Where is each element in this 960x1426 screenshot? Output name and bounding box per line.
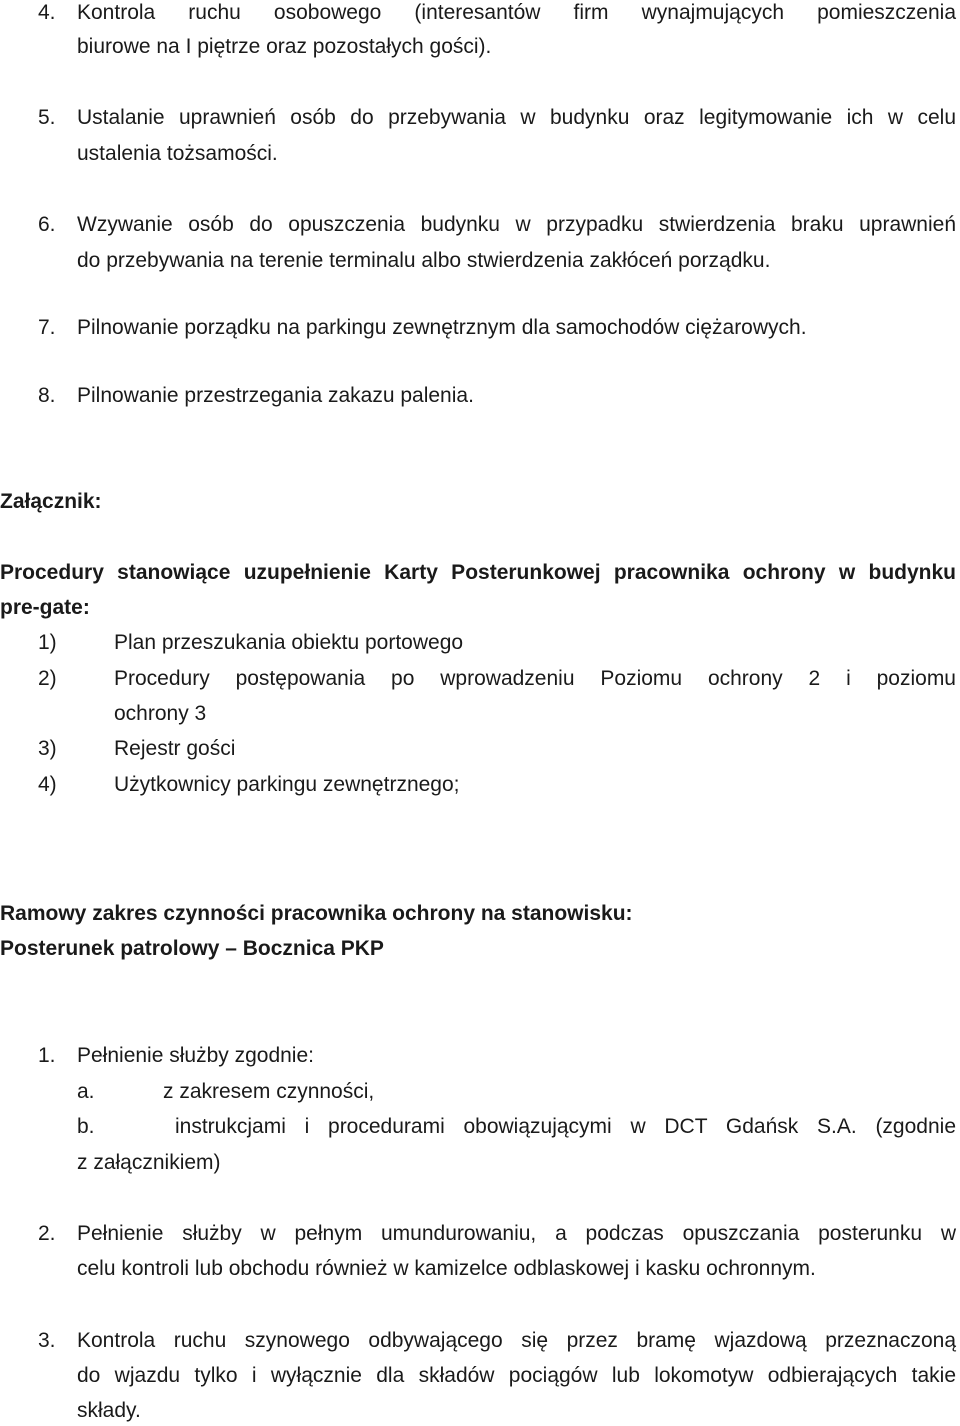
list-item-text: Procedury postępowania po wprowadzeniu Poziomu ochrony 2 i poziomu	[114, 667, 956, 690]
list-item-text: Użytkownicy parkingu zewnętrznego;	[114, 773, 460, 796]
list-item-text: do przebywania na terenie terminalu albo stwierdzenia zakłóceń porządku.	[77, 249, 771, 272]
list-number: 8.	[38, 384, 56, 407]
list-item-text: celu kontroli lub obchodu również w kamizelce odblaskowej i kasku ochronnym.	[77, 1257, 816, 1280]
list-number: 4.	[38, 1, 56, 24]
list-item-text: Ustalanie uprawnień osób do przebywania w budynku oraz legitymowanie ich w celu	[77, 106, 956, 129]
list-item-text: do wjazdu tylko i wyłącznie dla składów pociągów lub lokomotyw odbierających takie	[77, 1364, 956, 1387]
list-number: 1)	[38, 631, 57, 654]
list-item-text: Pilnowanie przestrzegania zakazu palenia.	[77, 384, 474, 407]
list-item-text: ochrony 3	[114, 702, 207, 725]
list-item-text: ustalenia tożsamości.	[77, 142, 278, 165]
list-item-text: składy.	[77, 1399, 141, 1422]
list-item-text: Plan przeszukania obiektu portowego	[114, 631, 464, 654]
list-number: 6.	[38, 213, 56, 236]
procedures-title-continued: pre-gate:	[0, 596, 90, 619]
sub-item-text: instrukcjami i procedurami obowiązującymi w DCT Gdańsk S.A. (zgodnie	[175, 1115, 956, 1138]
list-number: 3.	[38, 1329, 56, 1352]
sub-item-letter: a.	[77, 1080, 95, 1103]
list-item-text: Kontrola ruchu szynowego odbywającego się przez bramę wjazdową przeznaczoną	[77, 1329, 956, 1352]
list-number: 2)	[38, 667, 57, 690]
scope-heading: Ramowy zakres czynności pracownika ochrony na stanowisku:	[0, 902, 633, 925]
post-name: Posterunek patrolowy – Bocznica PKP	[0, 937, 384, 960]
list-item-text: Pełnienie służby zgodnie:	[77, 1044, 314, 1067]
list-number: 3)	[38, 737, 57, 760]
list-number: 5.	[38, 106, 56, 129]
list-item-text: biurowe na I piętrze oraz pozostałych gości).	[77, 35, 492, 58]
list-number: 4)	[38, 773, 57, 796]
sub-item-letter: b.	[77, 1115, 95, 1138]
sub-item-text: z załącznikiem)	[77, 1151, 221, 1174]
list-item-text: Kontrola ruchu osobowego (interesantów firm wynajmujących pomieszczenia	[77, 1, 956, 24]
list-item-text: Pełnienie służby w pełnym umundurowaniu, a podczas opuszczania posterunku w	[77, 1222, 956, 1245]
list-number: 2.	[38, 1222, 56, 1245]
list-item-text: Wzywanie osób do opuszczenia budynku w przypadku stwierdzenia braku uprawnień	[77, 213, 956, 236]
attachment-heading: Załącznik:	[0, 490, 102, 513]
sub-item-text: z zakresem czynności,	[163, 1080, 375, 1103]
list-number: 1.	[38, 1044, 56, 1067]
list-item-text: Rejestr gości	[114, 737, 236, 760]
list-item-text: Pilnowanie porządku na parkingu zewnętrznym dla samochodów ciężarowych.	[77, 316, 807, 339]
list-number: 7.	[38, 316, 56, 339]
procedures-title: Procedury stanowiące uzupełnienie Karty Posterunkowej pracownika ochrony w budynku	[0, 561, 956, 584]
